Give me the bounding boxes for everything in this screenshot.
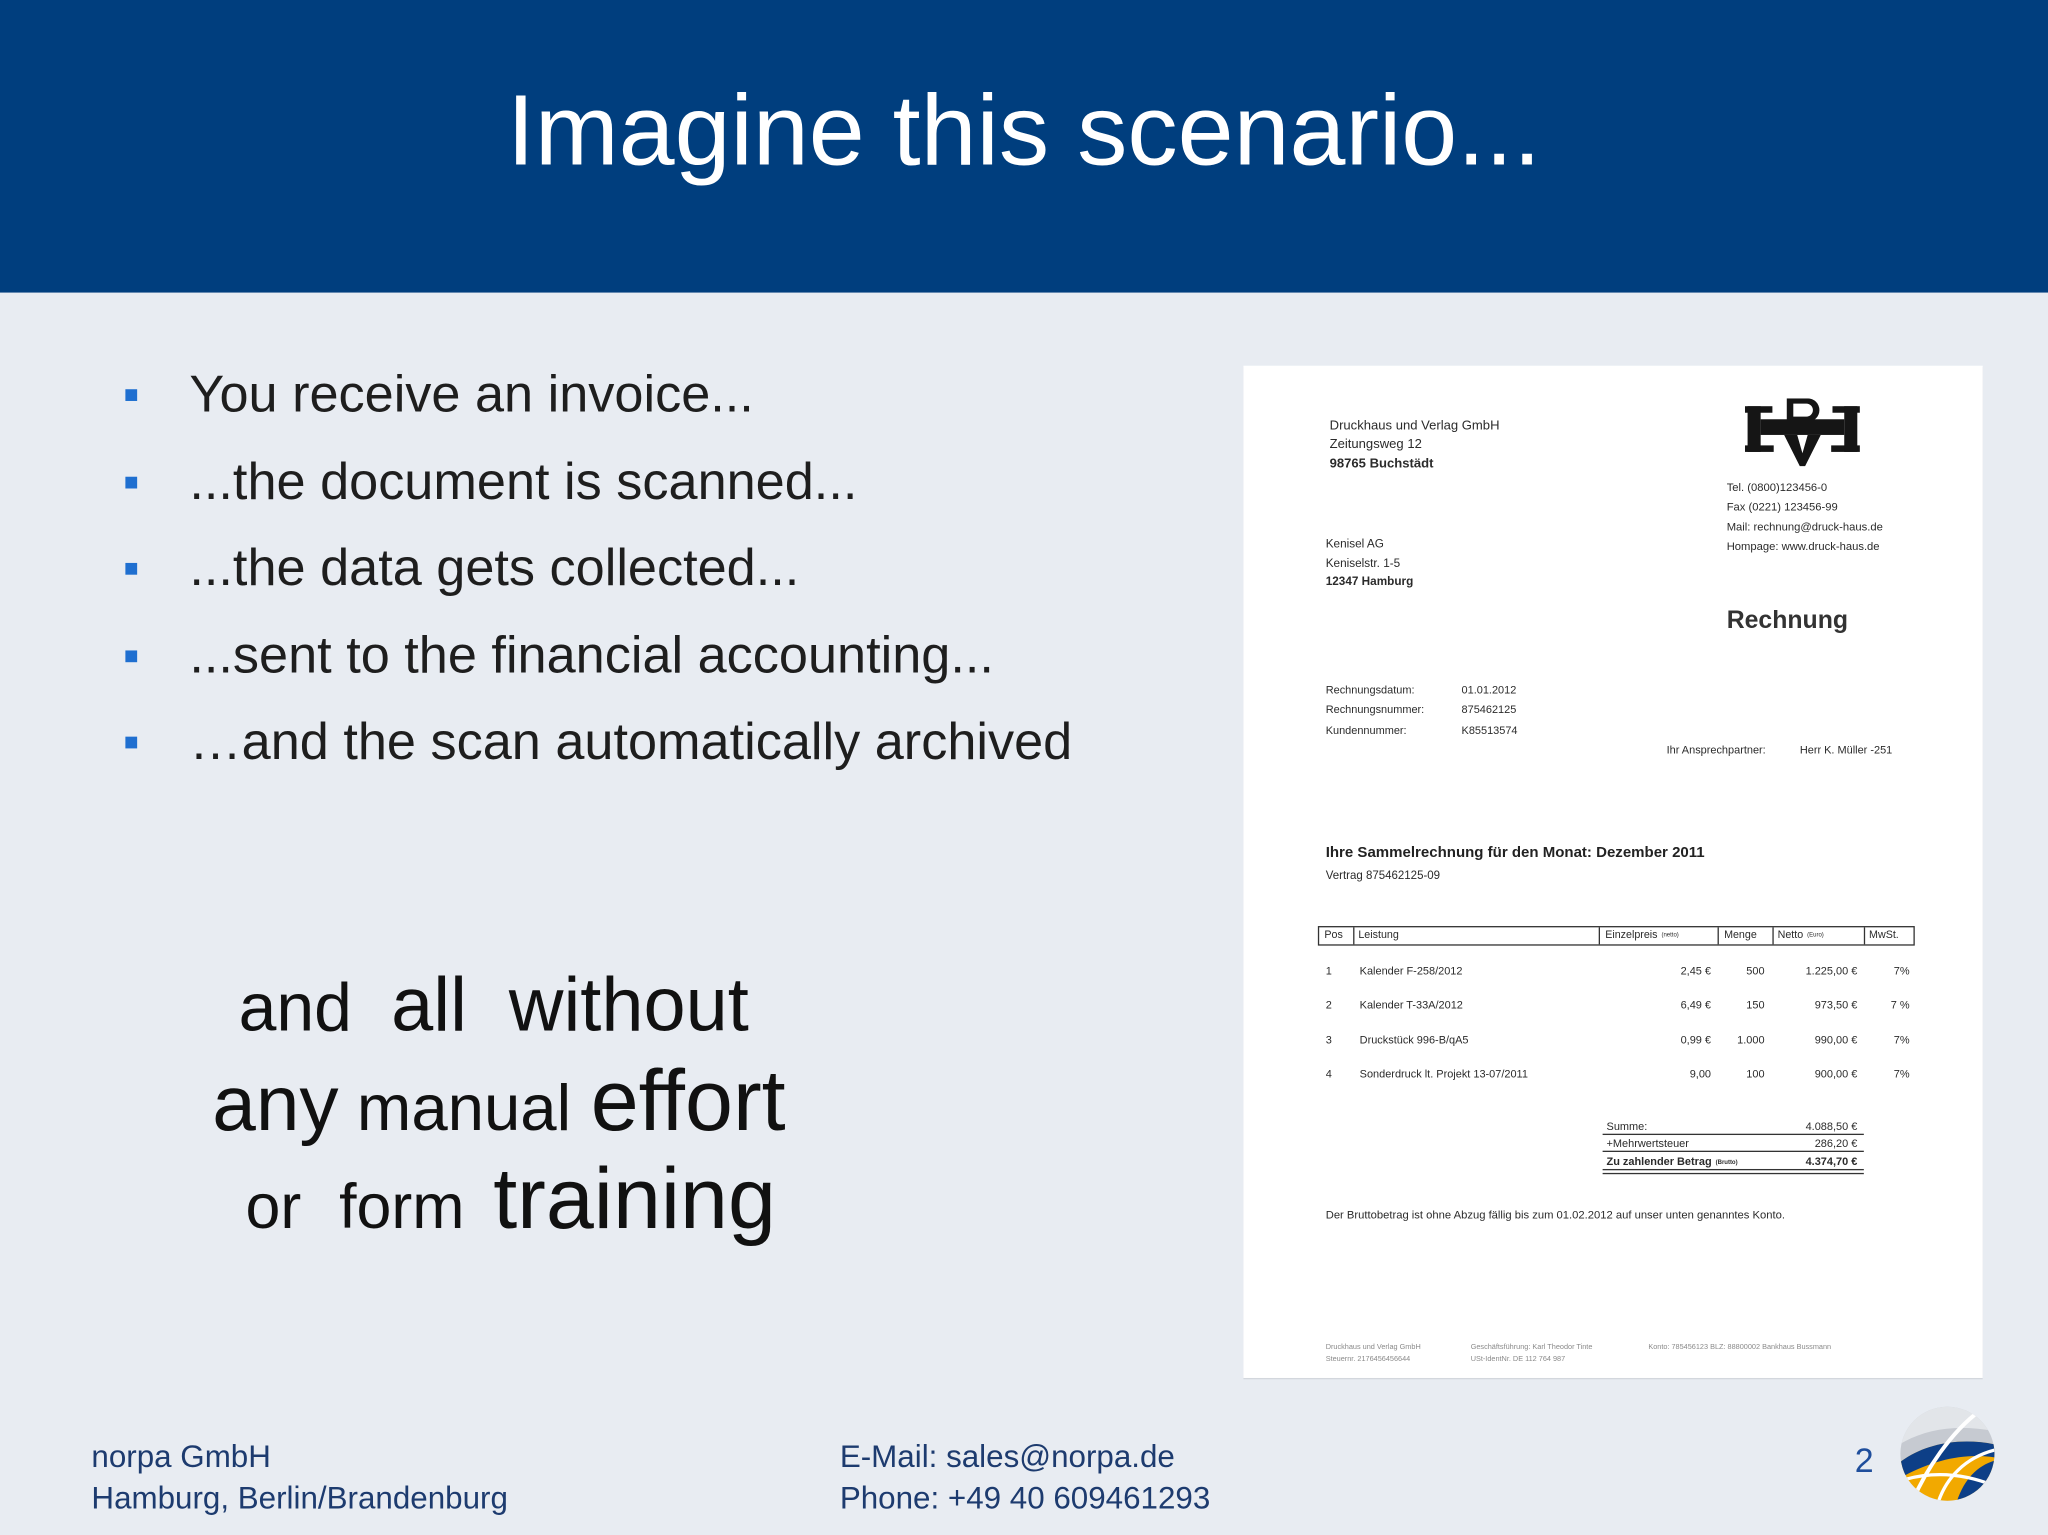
table-row — [1243, 1066, 1982, 1082]
cell-item: Sonderdruck lt. Projekt 13-07/2011 — [1359, 1067, 1528, 1081]
recipient-street: Keniselstr. 1-5 — [1325, 556, 1401, 570]
tagline-word: training — [493, 1149, 776, 1247]
invoice-footer-text: Konto: 785456123 BLZ: 88800002 Bankhaus Bussmann — [1648, 1343, 1832, 1352]
contact-tel: Tel. (0800)123456-0 — [1726, 480, 1828, 494]
tagline-word: form — [339, 1172, 465, 1243]
cell-vat: 7% — [1893, 963, 1910, 977]
tagline-line-2 — [107, 1048, 891, 1152]
header-qty: Menge — [1724, 928, 1757, 941]
tagline-word: effort — [590, 1051, 786, 1149]
bullet-text: ...the data gets collected... — [189, 539, 800, 597]
meta-row — [1243, 722, 1982, 738]
bullet-text: You receive an invoice... — [189, 365, 754, 424]
sender-street: Zeitungsweg 12 — [1329, 437, 1422, 452]
tagline-word: all — [391, 962, 467, 1048]
square-bullet-icon — [125, 563, 137, 575]
column-divider — [1353, 927, 1354, 944]
cell-item: Kalender F-258/2012 — [1359, 963, 1463, 977]
cell-net: 990,00 € — [1814, 1033, 1858, 1047]
contact-person-value: Herr K. Müller -251 — [1799, 743, 1893, 757]
cell-unit-price: 0,99 € — [1680, 1033, 1712, 1047]
bullet-text: …and the scan automatically archived — [189, 713, 1073, 771]
invoice-image — [1243, 366, 1982, 1378]
footer-locations: Hamburg, Berlin/Brandenburg — [91, 1481, 508, 1517]
square-bullet-icon — [125, 650, 137, 662]
meta-label: Rechnungsnummer: — [1325, 702, 1425, 716]
square-bullet-icon — [125, 737, 137, 749]
contact-person-row — [1243, 742, 1982, 758]
header-unit-price-note: (netto) — [1661, 931, 1679, 938]
column-divider — [1599, 927, 1600, 944]
totals-rule — [1603, 1151, 1864, 1152]
bullet-item — [0, 525, 1072, 612]
header-pos: Pos — [1324, 928, 1343, 941]
slide-title: Imagine this scenario... — [506, 74, 1542, 187]
totals-row — [1243, 1118, 1982, 1134]
recipient-name: Kenisel AG — [1325, 536, 1384, 550]
header-item: Leistung — [1358, 928, 1399, 941]
square-bullet-icon — [125, 476, 137, 488]
tagline-word: or — [245, 1172, 302, 1243]
druckhaus-logo-mark — [1745, 398, 1860, 466]
table-row — [1243, 997, 1982, 1013]
totals-row-grand — [1243, 1153, 1982, 1169]
cell-qty: 500 — [1746, 963, 1765, 977]
sender-city: 98765 Buchstädt — [1329, 457, 1434, 472]
tagline-word: without — [508, 962, 749, 1048]
title-band — [0, 0, 2048, 293]
grand-total-label-group — [1607, 1153, 1738, 1170]
page-number: 2 — [1854, 1440, 1874, 1480]
bullet-item — [0, 699, 1072, 786]
header-net-label: Netto — [1777, 928, 1804, 941]
header-unit-price — [1605, 927, 1679, 943]
cell-net: 1.225,00 € — [1805, 963, 1858, 977]
totals-label: Summe: — [1606, 1119, 1648, 1133]
header-net-note: (Euro) — [1807, 931, 1824, 938]
invoice-title: Rechnung — [1726, 607, 1849, 635]
sender-name: Druckhaus und Verlag GmbH — [1329, 419, 1500, 434]
bullet-text: ...the document is scanned... — [189, 452, 858, 511]
contract-number: Vertrag 875462125-09 — [1325, 868, 1441, 882]
meta-label: Kundennummer: — [1325, 723, 1407, 737]
cell-vat: 7% — [1893, 1033, 1910, 1047]
grand-total-label: Zu zahlender Betrag — [1606, 1154, 1712, 1168]
invoice-footer-text: Steuernr. 2176456456644 — [1325, 1355, 1411, 1364]
tagline-line-3 — [119, 1145, 903, 1249]
invoice-subject: Ihre Sammelrechnung für den Monat: Dezember 2011 — [1325, 845, 1705, 861]
cell-pos: 2 — [1325, 997, 1332, 1011]
totals-value: 286,20 € — [1814, 1136, 1858, 1150]
cell-qty: 150 — [1746, 997, 1765, 1011]
header-vat: MwSt. — [1869, 928, 1899, 941]
table-row — [1243, 1032, 1982, 1048]
totals-label: +Mehrwertsteuer — [1606, 1136, 1689, 1150]
cell-item: Kalender T-33A/2012 — [1359, 997, 1463, 1011]
cell-qty: 1.000 — [1737, 1033, 1765, 1047]
totals-value: 4.088,50 € — [1805, 1119, 1858, 1133]
payment-due-note: Der Bruttobetrag ist ohne Abzug fällig bis zum 01.02.2012 auf unser unten genanntes Konto. — [1325, 1208, 1785, 1222]
bullet-item — [0, 438, 1072, 525]
table-row — [1243, 963, 1982, 979]
column-divider — [1772, 927, 1773, 944]
grand-total-value: 4.374,70 € — [1805, 1154, 1858, 1168]
cell-unit-price: 2,45 € — [1680, 963, 1712, 977]
bullet-list — [0, 351, 1072, 785]
totals-row — [1243, 1135, 1982, 1151]
bullet-item — [0, 612, 1072, 699]
footer-company: norpa GmbH — [91, 1439, 271, 1475]
druckhaus-logo — [1745, 398, 1860, 466]
invoice-footer-text: USt-IdentNr. DE 112 764 987 — [1470, 1355, 1566, 1364]
cell-unit-price: 9,00 — [1689, 1067, 1712, 1081]
bullet-text: ...sent to the financial accounting... — [189, 626, 994, 684]
column-divider — [1718, 927, 1719, 944]
meta-value: 01.01.2012 — [1461, 683, 1517, 697]
tagline-line-1 — [102, 953, 886, 1057]
footer-phone: Phone: +49 40 609461293 — [839, 1481, 1211, 1517]
meta-value: 875462125 — [1461, 702, 1517, 716]
bullet-item — [0, 351, 1072, 438]
cell-pos: 3 — [1325, 1033, 1332, 1047]
column-divider — [1864, 927, 1865, 944]
meta-value: K85513574 — [1461, 723, 1518, 737]
tagline-word: any — [212, 1059, 339, 1147]
cell-pos: 4 — [1325, 1067, 1332, 1081]
cell-vat: 7 % — [1890, 997, 1910, 1011]
cell-pos: 1 — [1325, 963, 1332, 977]
cell-unit-price: 6,49 € — [1680, 997, 1712, 1011]
contact-mail: Mail: rechnung@druck-haus.de — [1726, 519, 1883, 533]
tagline-word: and — [238, 970, 352, 1047]
totals-double-rule — [1603, 1173, 1864, 1174]
totals-double-rule — [1603, 1169, 1864, 1170]
recipient-city: 12347 Hamburg — [1325, 574, 1414, 588]
tagline-word: manual — [356, 1071, 572, 1145]
header-unit-price-label: Einzelpreis — [1605, 928, 1658, 941]
contact-person-label: Ihr Ansprechpartner: — [1666, 743, 1766, 757]
invoice-footer-text: Druckhaus und Verlag GmbH — [1325, 1343, 1421, 1352]
invoice-footer-text: Geschäftsführung: Karl Theodor Tinte — [1470, 1343, 1593, 1352]
footer-email: E-Mail: sales@norpa.de — [839, 1439, 1175, 1475]
square-bullet-icon — [125, 389, 137, 401]
cell-vat: 7% — [1893, 1067, 1910, 1081]
cell-net: 973,50 € — [1814, 997, 1858, 1011]
contact-fax: Fax (0221) 123456-99 — [1726, 500, 1838, 514]
cell-qty: 100 — [1746, 1067, 1765, 1081]
norpa-logo — [1899, 1405, 1996, 1502]
meta-row — [1243, 701, 1982, 717]
contact-homepage: Hompage: www.druck-haus.de — [1726, 539, 1880, 553]
meta-label: Rechnungsdatum: — [1325, 683, 1415, 697]
cell-net: 900,00 € — [1814, 1067, 1858, 1081]
grand-total-note: (Brutto) — [1715, 1158, 1738, 1165]
meta-row — [1243, 682, 1982, 698]
cell-item: Druckstück 996-B/qA5 — [1359, 1033, 1469, 1047]
header-net — [1778, 927, 1824, 943]
